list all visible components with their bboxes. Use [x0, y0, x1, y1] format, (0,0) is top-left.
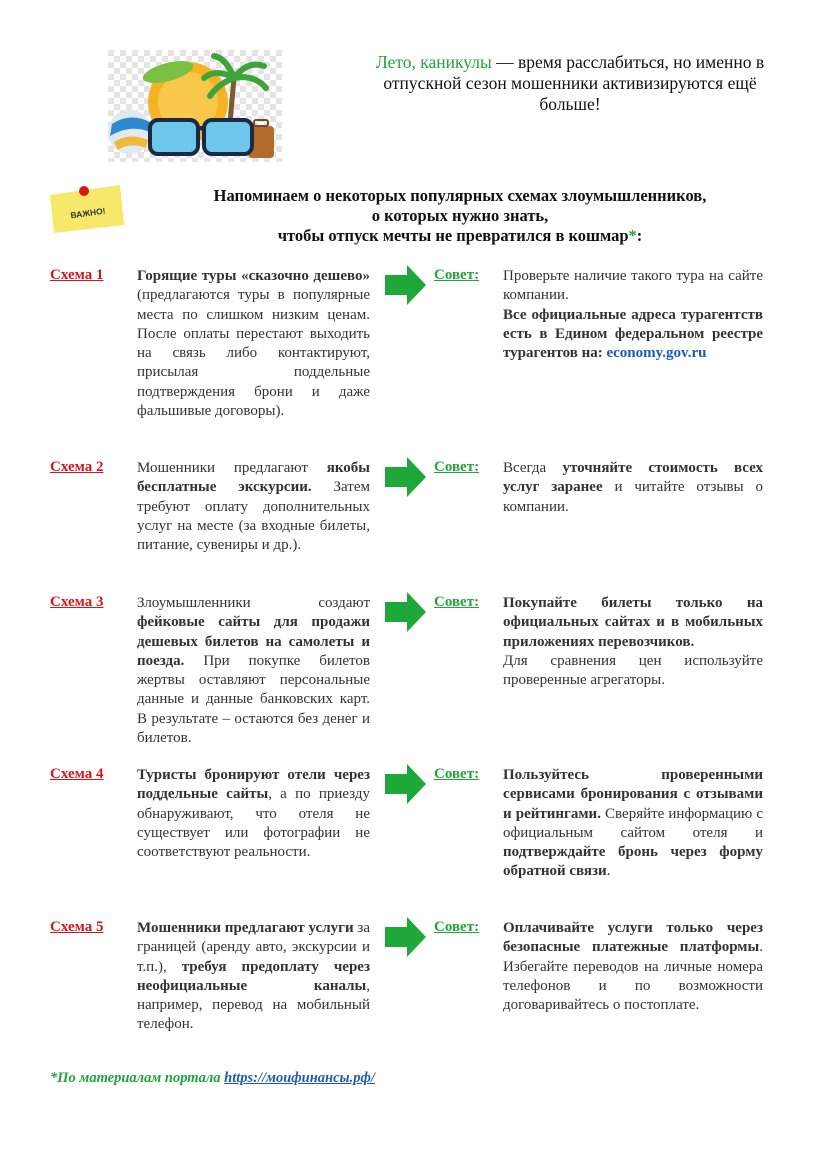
footnote-prefix: *По материалам портала: [50, 1070, 225, 1086]
scheme-description: Мошенники предлагают якобы бесплатные экскурсии. Затем требуют оплату дополнительных услуг на месте (за входные билеты, питание, сувениры и др.).: [137, 460, 370, 554]
summer-vacation-illustration: [108, 50, 282, 162]
scheme-label: Схема 4: [50, 766, 104, 782]
scheme-label: Схема 3: [50, 594, 104, 610]
heading-line-1: Напоминаем о некоторых популярных схемах злоумышленников,: [213, 186, 707, 205]
tip-label: Совет:: [434, 766, 480, 782]
scheme-advice: Проверьте наличие такого тура на сайте компании. Все официальные адреса турагентств есть в Едином федеральном реестре турагентов на: economy.gov.ru: [503, 268, 763, 362]
arrow-right-icon: [385, 762, 427, 806]
scheme-label: Схема 5: [50, 919, 104, 935]
pin-icon: [79, 186, 89, 196]
intro-rest: — время расслабиться, но именно в отпускной сезон мошенники активизируются ещё больше!: [383, 52, 765, 114]
scheme-description: Мошенники предлагают услуги за границей (аренду авто, экскурсии и т.п.), требуя предоплату через неофициальные каналы, например, перевод на мобильный телефон.: [137, 920, 370, 1033]
source-footnote: [50, 1070, 375, 1087]
intro-accent: Лето, каникулы: [375, 52, 492, 72]
important-sticker: [48, 183, 126, 235]
scheme-advice: Всегда уточняйте стоимость всех услуг заранее и читайте отзывы о компании.: [503, 460, 763, 515]
scheme-description: Злоумышленники создают фейковые сайты для продажи дешевых билетов на самолеты и поезда. При покупке билетов жертвы оставляют персональные данные и данные банковских карт. В результате – остаются без денег и билетов.: [137, 595, 370, 747]
arrow-right-icon: [385, 915, 427, 959]
heading-line-2: о которых нужно знать,: [371, 206, 549, 225]
arrow-right-icon: [385, 263, 427, 307]
arrow-right-icon: [385, 590, 427, 634]
scheme-advice: Покупайте билеты только на официальных сайтах и в мобильных приложениях перевозчиков. Для сравнения цен используйте проверенные агрегаторы.: [503, 595, 763, 689]
section-heading: [150, 186, 770, 246]
tip-label: Совет:: [434, 459, 480, 475]
scheme-advice: Пользуйтесь проверенными сервисами бронирования с отзывами и рейтингами. Сверяйте информацию с официальным сайтом отеля и подтверждайте бронь через форму обратной связи.: [503, 767, 763, 880]
footnote-star: *: [628, 226, 637, 245]
intro-text: [352, 52, 788, 115]
economy-link[interactable]: economy.gov.ru: [606, 345, 707, 362]
arrow-right-icon: [385, 455, 427, 499]
tip-label: Совет:: [434, 919, 480, 935]
scheme-description: Туристы бронируют отели через поддельные сайты, а по приезду обнаруживают, что отеля не существует или фотографии не соответствуют реальности.: [137, 767, 370, 861]
tip-label: Совет:: [434, 267, 480, 283]
heading-line-3: чтобы отпуск мечты не превратился в кошмар*:: [277, 226, 643, 245]
scheme-description: Горящие туры «сказочно дешево» (предлагаются туры в популярные места по слишком низким ценам. После оплаты перестают выходить на связь либо контактируют, присылая поддельные подтверждения брони и даже фальшивые договоры).: [137, 268, 370, 420]
tip-label: Совет:: [434, 594, 480, 610]
source-link[interactable]: https://моифинансы.рф/: [224, 1070, 375, 1086]
sticker-label: ВАЖНО!: [69, 205, 107, 221]
scheme-advice: Оплачивайте услуги только через безопасные платежные платформы. Избегайте переводов на личные номера телефонов и по возможности договаривайтесь о постоплате.: [503, 920, 763, 1014]
scheme-label: Схема 1: [50, 267, 104, 283]
scheme-label: Схема 2: [50, 459, 104, 475]
